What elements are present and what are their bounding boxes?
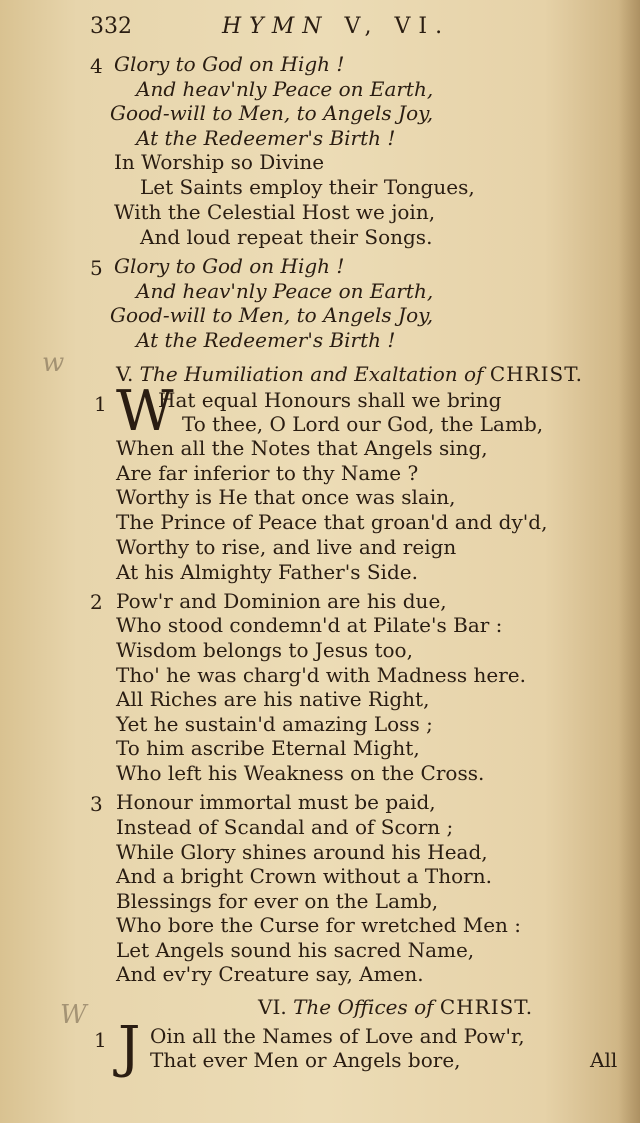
- verse-line: Worthy is He that once was slain,: [116, 485, 456, 509]
- hymn-title: The Humiliation and Exaltation of: [139, 362, 484, 386]
- stanza-number: 1: [94, 392, 107, 416]
- hymn-title-name: CHRIST.: [489, 362, 584, 386]
- verse-line: Oin all the Names of Love and Pow'r,: [150, 1024, 525, 1048]
- verse-line: Wisdom belongs to Jesus too,: [116, 638, 413, 662]
- ink-mark: w: [42, 348, 65, 378]
- hymn-title-name: CHRIST.: [439, 995, 534, 1019]
- verse-line: To him ascribe Eternal Might,: [116, 736, 420, 760]
- verse-line: And heav'nly Peace on Earth,: [136, 279, 434, 303]
- verse-line: Let Angels sound his sacred Name,: [116, 938, 475, 962]
- drop-capital: W: [116, 379, 174, 444]
- verse-line: The Prince of Peace that groan'd and dy'd,: [116, 510, 548, 534]
- verse-line: Glory to God on High !: [114, 52, 345, 76]
- verse-line: In Worship so Divine: [114, 150, 325, 174]
- verse-line: Instead of Scandal and of Scorn ;: [116, 815, 454, 839]
- verse-line: Are far inferior to thy Name ?: [116, 461, 419, 485]
- header-hymn-numbers: V, VI.: [344, 14, 451, 39]
- verse-line: And heav'nly Peace on Earth,: [136, 77, 434, 101]
- verse-line: To thee, O Lord our God, the Lamb,: [182, 412, 544, 436]
- verse-line: Pow'r and Dominion are his due,: [116, 589, 447, 613]
- catchword: All: [590, 1048, 618, 1072]
- hymn-numeral: VI.: [258, 995, 287, 1019]
- verse-line: Let Saints employ their Tongues,: [140, 175, 475, 199]
- running-header: [222, 14, 450, 39]
- stanza-number: 5: [90, 256, 103, 280]
- verse-line: And ev'ry Creature say, Amen.: [116, 962, 424, 986]
- verse-line: And loud repeat their Songs.: [140, 225, 433, 249]
- verse-line: Who stood condemn'd at Pilate's Bar :: [116, 613, 503, 637]
- stanza-number: 1: [94, 1028, 107, 1052]
- verse-line: Good-will to Men, to Angels Joy,: [110, 303, 434, 327]
- verse-line: Worthy to rise, and live and reign: [116, 535, 457, 559]
- verse-line: Tho' he was charg'd with Madness here.: [116, 663, 526, 687]
- stanza-number: 4: [90, 54, 103, 78]
- verse-line: Who left his Weakness on the Cross.: [116, 761, 485, 785]
- verse-line: When all the Notes that Angels sing,: [116, 436, 488, 460]
- drop-capital: J: [118, 1015, 141, 1080]
- verse-line: And a bright Crown without a Thorn.: [116, 864, 492, 888]
- verse-line: At the Redeemer's Birth !: [136, 328, 396, 352]
- verse-line: While Glory shines around his Head,: [116, 840, 488, 864]
- verse-line: Glory to God on High !: [114, 254, 345, 278]
- verse-line: Honour immortal must be paid,: [116, 790, 436, 814]
- verse-line: Who bore the Curse for wretched Men :: [116, 913, 522, 937]
- verse-line: At the Redeemer's Birth !: [136, 126, 396, 150]
- verse-line: Blessings for ever on the Lamb,: [116, 889, 439, 913]
- stanza-number: 3: [90, 792, 103, 816]
- header-hymn-word: HYMN: [222, 14, 330, 39]
- stanza-number: 2: [90, 590, 103, 614]
- hymn-heading: [258, 995, 533, 1019]
- hymn-title: The Offices of: [293, 995, 434, 1019]
- page-number: 332: [90, 14, 132, 39]
- hymn-heading: [116, 362, 583, 386]
- verse-line: All Riches are his native Right,: [116, 687, 430, 711]
- verse-line: At his Almighty Father's Side.: [116, 560, 418, 584]
- verse-line: Good-will to Men, to Angels Joy,: [110, 101, 434, 125]
- hymn-numeral: V.: [116, 362, 134, 386]
- verse-line: Yet he sustain'd amazing Loss ;: [116, 712, 433, 736]
- verse-line: Hat equal Honours shall we bring: [158, 388, 502, 412]
- verse-line: That ever Men or Angels bore,: [150, 1048, 461, 1072]
- ink-mark: W: [60, 1000, 87, 1030]
- verse-line: With the Celestial Host we join,: [114, 200, 436, 224]
